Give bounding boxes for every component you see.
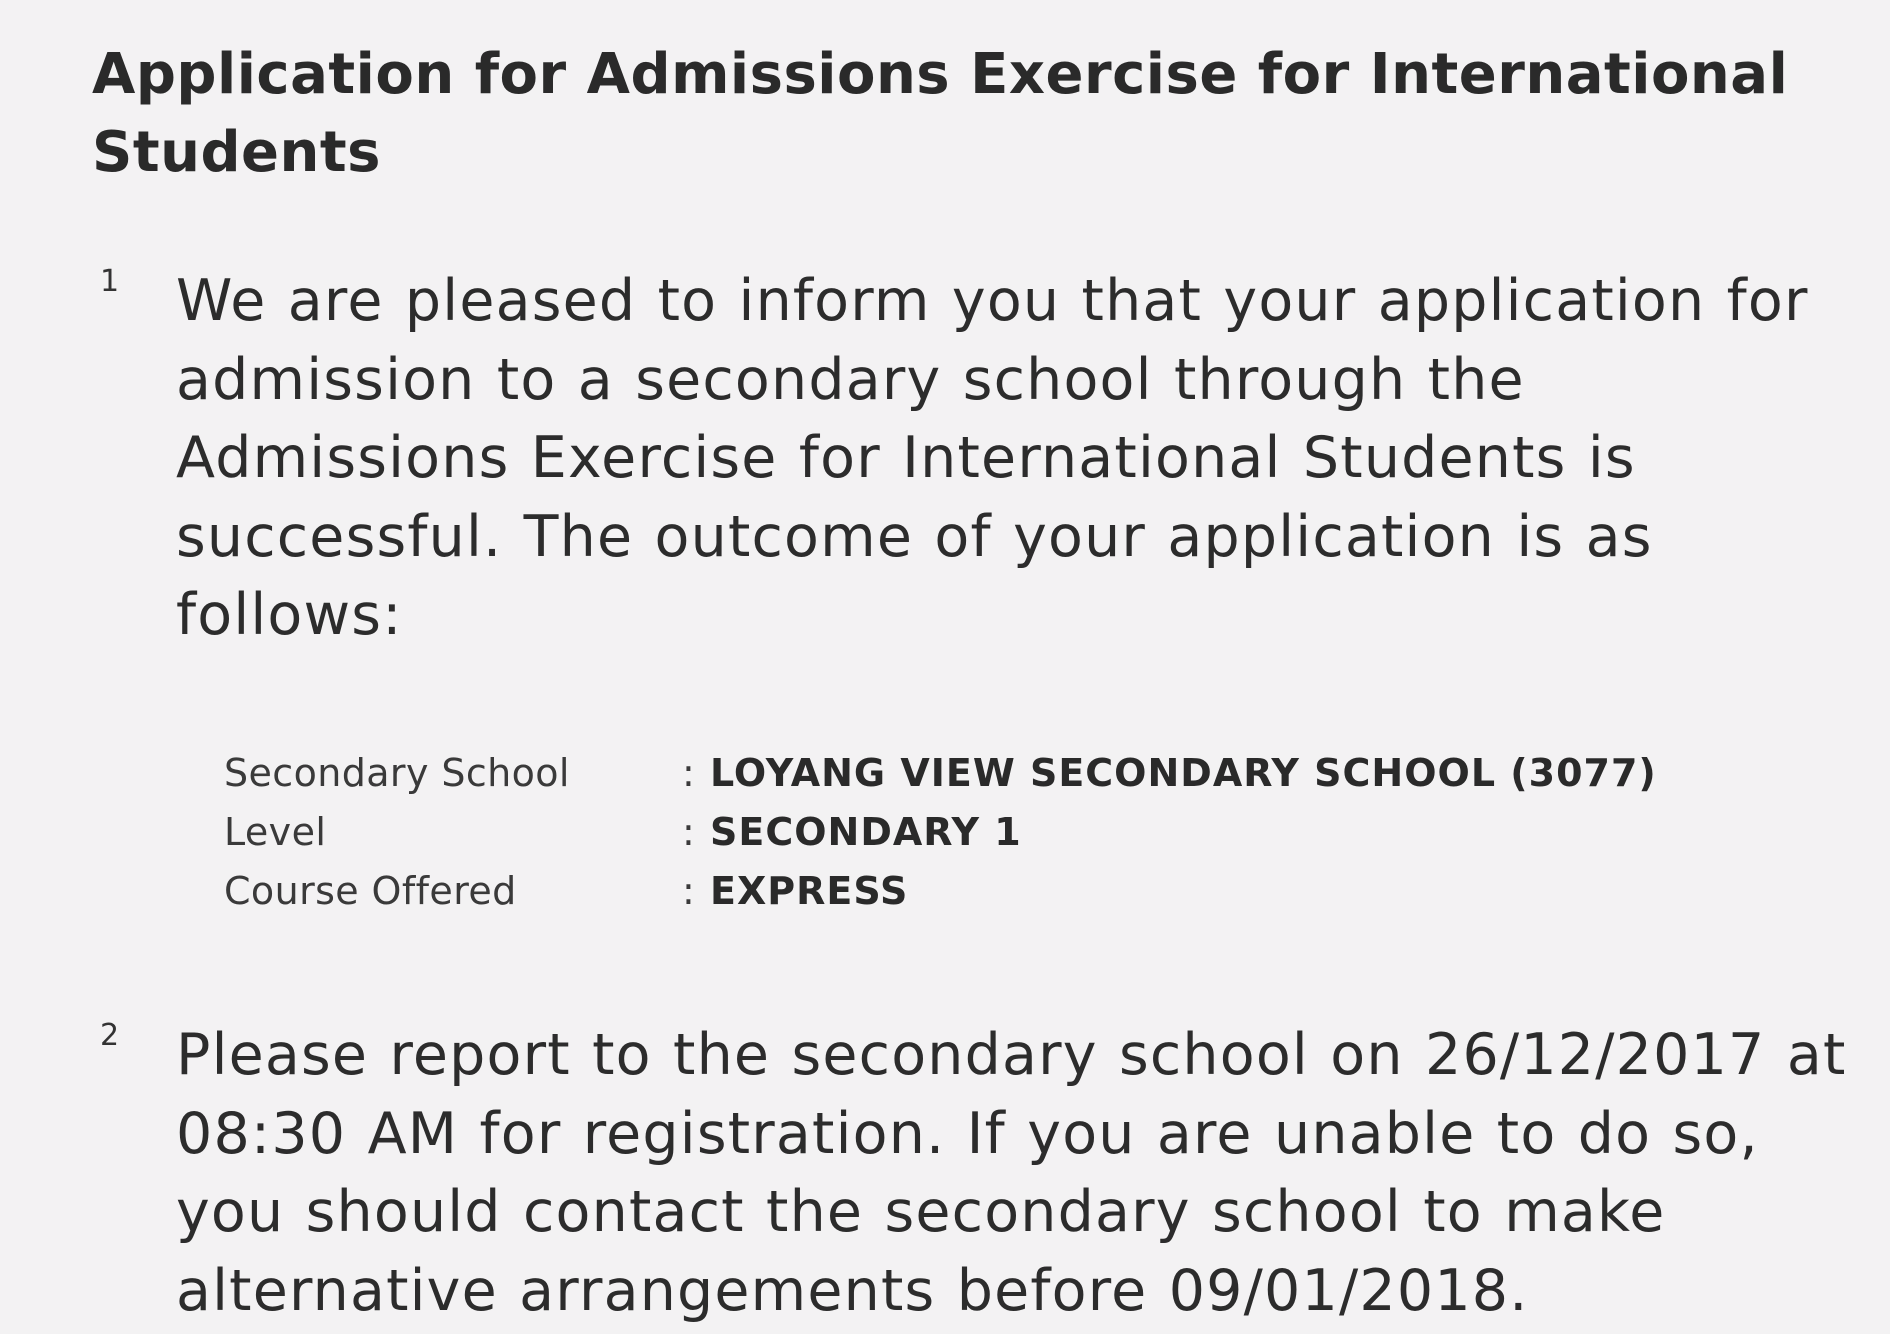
detail-label: Secondary School	[224, 751, 570, 795]
detail-row-course-offered	[224, 862, 1724, 921]
detail-row-secondary-school	[224, 744, 1724, 803]
page-title: Application for Admissions Exercise for International Students	[92, 42, 1789, 185]
detail-colon: :	[682, 810, 695, 854]
detail-row-level	[224, 803, 1724, 862]
detail-value: SECONDARY 1	[710, 810, 1022, 854]
outcome-details	[224, 744, 1724, 921]
paragraph-number: 1	[100, 264, 120, 299]
detail-colon: :	[682, 751, 695, 795]
detail-value: EXPRESS	[710, 869, 909, 913]
detail-label: Course Offered	[224, 869, 517, 913]
detail-colon: :	[682, 869, 695, 913]
detail-label: Level	[224, 810, 327, 854]
detail-value: LOYANG VIEW SECONDARY SCHOOL (3077)	[710, 751, 1657, 795]
paragraph-text: We are pleased to inform you that your application for admission to a secondary school through the Admissions Exercise for International Students is successful. The outcome of your application is as follows:	[176, 268, 1809, 648]
paragraph-text: Please report to the secondary school on 26/12/2017 at 08:30 AM for registration. If you are unable to do so, you should contact the secondary school to make alternative arrangements before 09/01/2018.	[176, 1022, 1847, 1324]
paragraph-number: 2	[100, 1018, 120, 1053]
